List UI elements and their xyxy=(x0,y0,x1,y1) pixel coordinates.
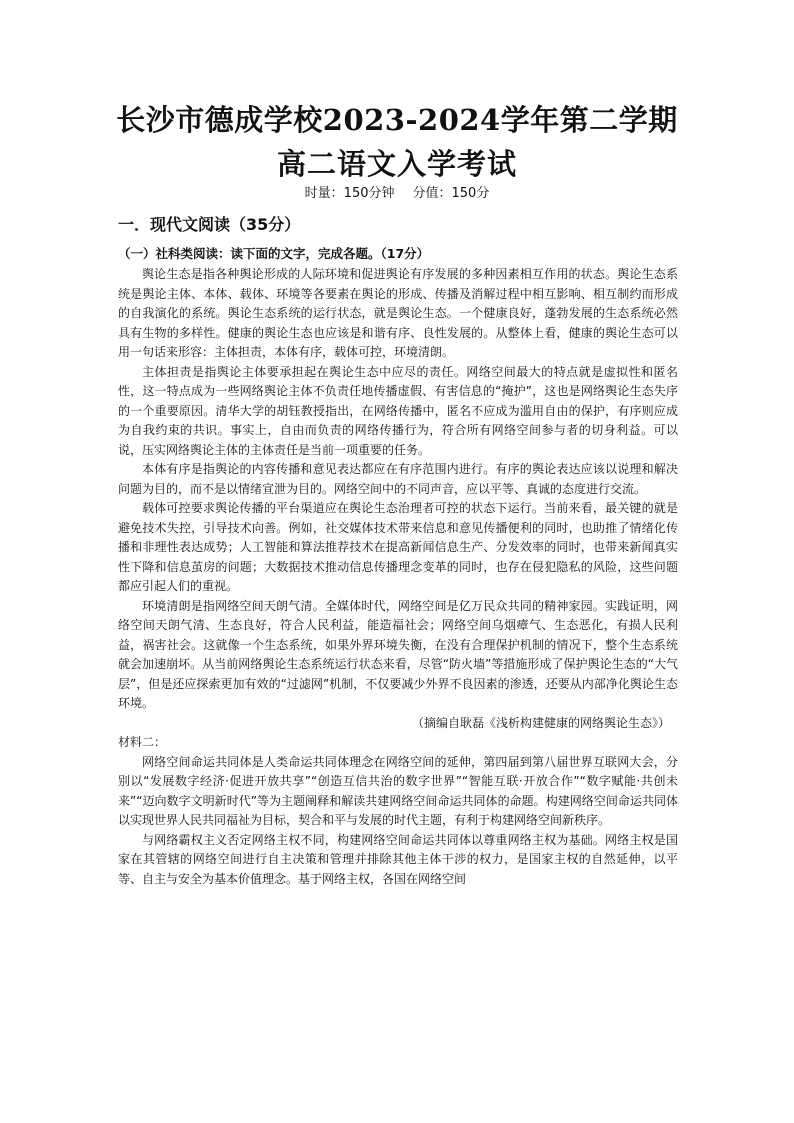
exam-score: 分值：150分 xyxy=(412,186,490,201)
section-subheading: （一）社科类阅读：读下面的文字，完成各题。（17分） xyxy=(118,246,430,261)
paragraph: 舆论生态是指各种舆论形成的人际环境和促进舆论有序发展的多种因素相互作用的状态。舆论生态系统是舆论主体、本体、载体、环境等各要素在舆论的形成、传播及消解过程中相互影响、相互制约而形成的自我演化的系统。舆论生态系统的运行状态，就是舆论生态。一个健康良好，蓬勃发展的生态系统必然具有生物的多样性。健康的舆论生态也应该是和谐有序、良性发展的。从整体上看，健康的舆论生态可以用一句话来形容：主体担责，本体有序，载体可控，环境清朗。 xyxy=(118,267,678,359)
paragraph: 与网络霸权主义否定网络主权不同，构建网络空间命运共同体以尊重网络主权为基础。网络主权是国家在其管辖的网络空间进行自主决策和管理并排除其他主体干涉的权力，是国家主权的自然延伸，以平等、自主与安全为基本价值理念。基于网络主权，各国在网络空间 xyxy=(118,832,678,886)
exam-title-line2: 高二语文入学考试 xyxy=(276,147,517,181)
reading-passage xyxy=(118,265,678,889)
paragraph: 环境清朗是指网络空间天朗气清。全媒体时代，网络空间是亿万民众共同的精神家园。实践证明，网络空间天朗气清、生态良好，符合人民利益，能造福社会；网络空间乌烟瘴气、生态恶化，有损人民利益，祸害社会。这就像一个生态系统，如果外界环境失衡，在没有合理保护机制的情况下，整个生态系统就会加速崩坏。从当前网络舆论生态系统运行状态来看，尽管“防火墙”等措施形成了保护舆论生态的“大气层”，但是还应探索更加有效的“过滤网”机制，不仅要减少外界不良因素的渗透，还要从内部净化舆论生态环境。 xyxy=(118,598,678,710)
exam-time: 时量：150分钟 xyxy=(304,186,395,201)
section-heading: 一．现代文阅读（35分） xyxy=(118,215,301,234)
exam-title-line1: 长沙市德成学校2023-2024学年第二学期 xyxy=(116,103,678,137)
exam-meta xyxy=(0,182,794,201)
paragraph: 网络空间命运共同体是人类命运共同体理念在网络空间的延伸，第四届到第八届世界互联网大会，分别以“发展数字经济·促进开放共享”“创造互信共治的数字世界”“智能互联·开放合作”“数字赋能·共创未来”“迈向数字文明新时代”等为主题阐释和解读共建网络空间命运共同体的命题。构建网络空间命运共同体以实现世界人民共同福祉为目标，契合和平与发展的时代主题，有利于构建网络空间新秩序。 xyxy=(118,754,678,827)
paragraph: 载体可控要求舆论传播的平台渠道应在舆论生态治理者可控的状态下运行。当前来看，最关键的就是避免技术失控，引导技术向善。例如，社交媒体技术带来信息和意见传播便利的同时，也助推了情绪化传播和非理性表达成势；人工智能和算法推荐技术在提高新闻信息生产、分发效率的同时，也带来新闻真实性下降和信息茧房的问题；大数据技术推动信息传播理念变革的同时，也存在侵犯隐私的风险，这些问题都应引起人们的重视。 xyxy=(118,501,678,593)
passage-source: （摘编自耿磊《浅析构建健康的网络舆论生态》） xyxy=(411,715,670,730)
paragraph: 主体担责是指舆论主体要承担起在舆论生态中应尽的责任。网络空间最大的特点就是虚拟性和匿名性，这一特点成为一些网络舆论主体不负责任地传播虚假、有害信息的“掩护”，这也是网络舆论生态失序的一个重要原因。清华大学的胡钰教授指出，在网络传播中，匿名不应成为滥用自由的保护，有序则应成为自我约束的共识。事实上，自由而负责的网络传播行为，符合所有网络空间参与者的切身利益。可以说，压实网络舆论主体的主体责任是当前一项重要的任务。 xyxy=(118,364,678,457)
paragraph: 本体有序是指舆论的内容传播和意见表达都应在有序范围内进行。有序的舆论表达应该以说理和解决问题为目的，而不是以情绪宣泄为目的。网络空间中的不同声音，应以平等、真诚的态度进行交流。 xyxy=(118,462,678,496)
material-label: 材料二： xyxy=(118,735,167,749)
